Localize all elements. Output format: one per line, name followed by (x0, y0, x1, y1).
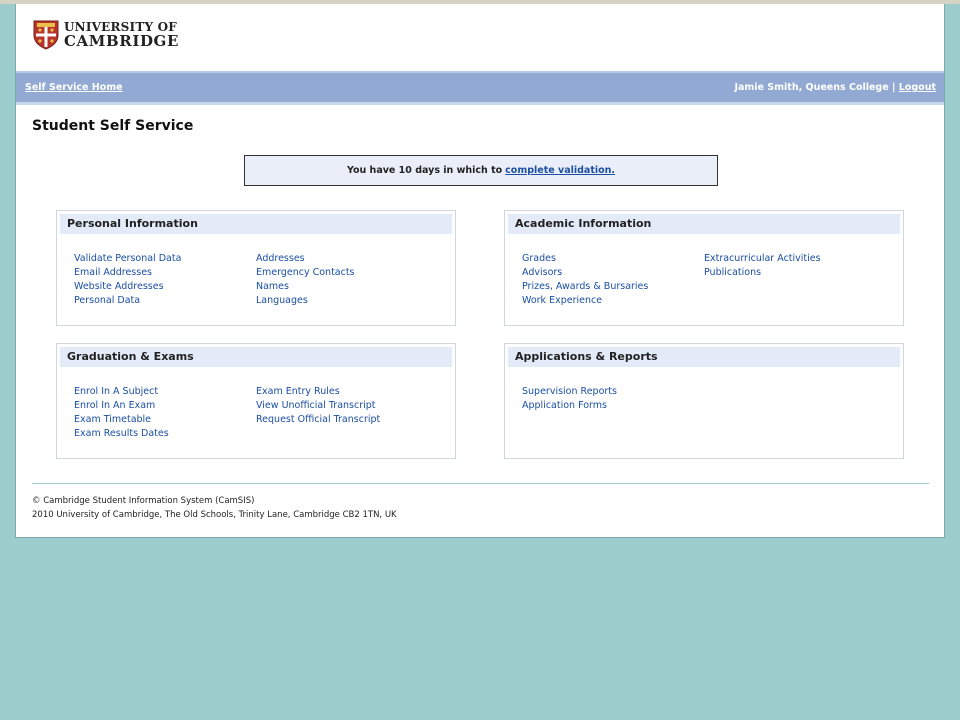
link-enrol-in-an-exam[interactable]: Enrol In An Exam (74, 400, 156, 411)
header (16, 4, 944, 70)
link-enrol-in-a-subject[interactable]: Enrol In A Subject (74, 386, 159, 397)
graduation-exams-panel (56, 343, 456, 459)
link-extracurricular-activities[interactable]: Extracurricular Activities (704, 253, 821, 264)
validation-notice (244, 155, 718, 186)
link-languages[interactable]: Languages (256, 295, 308, 306)
notice-text: You have 10 days in which to (346, 165, 503, 176)
footer-line1: © Cambridge Student Information System (CamSIS) (32, 496, 255, 506)
link-work-experience[interactable]: Work Experience (522, 295, 603, 306)
link-column (704, 252, 821, 280)
self-service-home-link[interactable]: Self Service Home (25, 82, 123, 93)
link-application-forms[interactable]: Application Forms (522, 400, 607, 411)
link-supervision-reports[interactable]: Supervision Reports (522, 386, 617, 397)
link-personal-data[interactable]: Personal Data (74, 295, 141, 306)
footer (32, 494, 397, 522)
link-addresses[interactable]: Addresses (256, 253, 305, 264)
link-publications[interactable]: Publications (704, 267, 762, 278)
link-prizes-awards-bursaries[interactable]: Prizes, Awards & Bursaries (522, 281, 649, 292)
link-names[interactable]: Names (256, 281, 289, 292)
user-name-college: Jamie Smith, Queens College (734, 82, 889, 93)
link-website-addresses[interactable]: Website Addresses (74, 281, 164, 292)
page-container (15, 4, 945, 538)
panel-title: Personal Information (60, 214, 452, 234)
link-exam-results-dates[interactable]: Exam Results Dates (74, 428, 169, 439)
link-column (256, 252, 355, 308)
link-column (74, 252, 181, 308)
footer-line2: 2010 University of Cambridge, The Old Schools, Trinity Lane, Cambridge CB2 1TN, UK (32, 510, 397, 520)
link-emergency-contacts[interactable]: Emergency Contacts (256, 267, 355, 278)
link-request-official-transcript[interactable]: Request Official Transcript (256, 414, 381, 425)
link-grades[interactable]: Grades (522, 253, 556, 264)
academic-information-panel (504, 210, 904, 326)
link-column (522, 385, 617, 413)
applications-reports-panel (504, 343, 904, 459)
link-validate-personal-data[interactable]: Validate Personal Data (74, 253, 182, 264)
personal-information-panel (56, 210, 456, 326)
university-logo[interactable] (33, 20, 179, 50)
link-column (74, 385, 169, 441)
link-view-unofficial-transcript[interactable]: View Unofficial Transcript (256, 400, 376, 411)
link-column (256, 385, 380, 427)
link-email-addresses[interactable]: Email Addresses (74, 267, 153, 278)
nav-separator: | (891, 82, 896, 93)
navbar (16, 71, 944, 105)
logo-line2: CAMBRIDGE (64, 32, 179, 50)
link-column (522, 252, 648, 308)
cambridge-shield-icon (33, 20, 59, 50)
link-exam-entry-rules[interactable]: Exam Entry Rules (256, 386, 340, 397)
logo-line1: UNIVERSITY OF (64, 20, 178, 34)
panel-title: Academic Information (508, 214, 900, 234)
complete-validation-link[interactable]: complete validation. (505, 165, 616, 176)
footer-divider (32, 483, 929, 484)
link-exam-timetable[interactable]: Exam Timetable (74, 414, 152, 425)
panel-title: Graduation & Exams (60, 347, 452, 367)
logout-link[interactable]: Logout (898, 82, 936, 93)
page-title: Student Self Service (32, 118, 194, 134)
panel-title: Applications & Reports (508, 347, 900, 367)
user-info (734, 82, 936, 93)
logo-wordmark (64, 21, 179, 49)
link-advisors[interactable]: Advisors (522, 267, 563, 278)
